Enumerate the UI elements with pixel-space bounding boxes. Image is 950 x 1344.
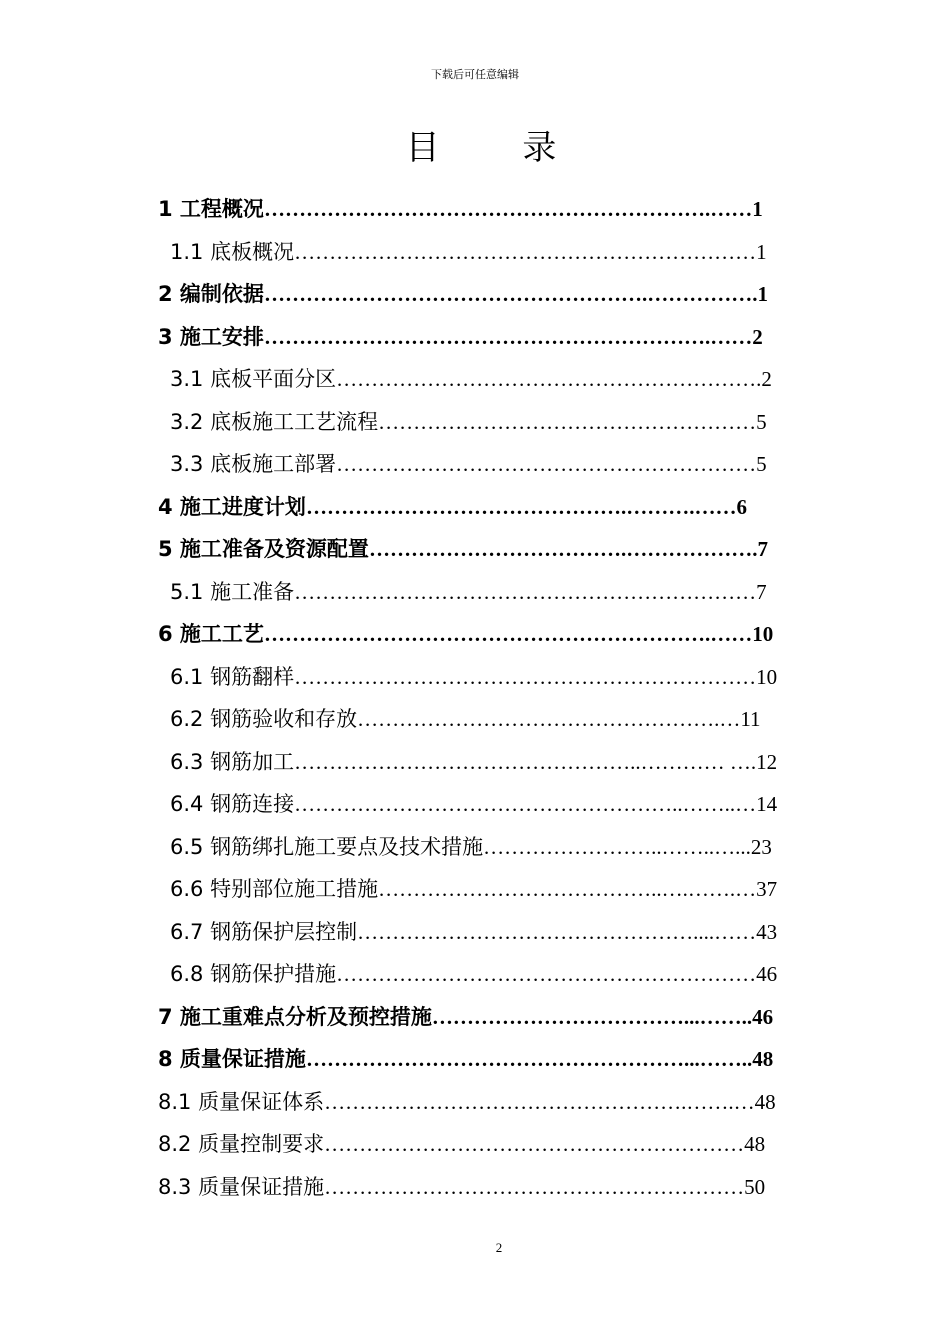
toc-entry-page: 23 xyxy=(750,834,772,859)
toc-entry[interactable] xyxy=(170,232,767,272)
toc-entry-leader: ………………………………………………..……..… xyxy=(294,792,757,816)
toc-entry-page: 46 xyxy=(756,962,778,986)
toc-entry-page: 46 xyxy=(752,1004,774,1029)
toc-entry[interactable] xyxy=(170,572,767,612)
toc-entry-label: 6.2 钢筋验收和存放 xyxy=(170,707,358,731)
toc-entry[interactable] xyxy=(170,912,777,952)
toc-entry[interactable] xyxy=(170,784,777,824)
toc-entry-label: 6.6 特别部位施工措施 xyxy=(170,877,379,901)
toc-entry-page: 7 xyxy=(757,537,768,561)
toc-entry-label: 4 施工进度计划 xyxy=(158,494,306,519)
toc-entry-leader: ………………………………………………………… xyxy=(294,239,757,264)
toc-entry[interactable] xyxy=(170,869,777,909)
toc-entry[interactable] xyxy=(158,614,773,654)
toc-entry[interactable] xyxy=(170,359,772,399)
toc-entry[interactable] xyxy=(158,317,763,357)
toc-entry-page: 14 xyxy=(756,792,778,816)
toc-entry-label: 3.3 底板施工部署 xyxy=(170,452,337,476)
toc-entry-leader: ……………………………………………………….…… xyxy=(263,622,753,646)
toc-entry-leader: …………………………………………………… xyxy=(324,1174,745,1199)
toc-entry-label: 7 施工重难点分析及预控措施 xyxy=(158,1004,432,1029)
toc-entry-label: 8.2 质量控制要求 xyxy=(158,1132,325,1156)
toc-entry-label: 1.1 底板概况 xyxy=(170,239,295,264)
toc-entry-leader: …………………………………………………… xyxy=(336,962,757,986)
toc-entry[interactable] xyxy=(158,997,773,1037)
toc-entry-leader: …………………………………………….… xyxy=(357,707,741,731)
toc-entry-leader: ……………………………………………….……………. xyxy=(263,282,758,306)
toc-entry-leader: ……………………………………….……….…… xyxy=(305,494,737,519)
toc-entry-label: 6.7 钢筋保护层控制 xyxy=(170,919,358,944)
toc-entry-page: 7 xyxy=(756,579,767,604)
toc-entry-page: 5 xyxy=(756,452,767,476)
toc-entry-page: 6 xyxy=(736,494,747,519)
toc-entry[interactable] xyxy=(170,742,777,782)
toc-entry-page: 12 xyxy=(756,749,778,774)
toc-entry-leader: …………………………………………………… xyxy=(336,452,757,476)
toc-entry-page: 50 xyxy=(744,1174,766,1199)
toc-entry[interactable] xyxy=(158,274,768,314)
toc-entry[interactable] xyxy=(158,1167,765,1207)
toc-entry[interactable] xyxy=(170,657,777,697)
toc-entry-leader: ………………………………………………...…….. xyxy=(305,1047,753,1071)
toc-entry-page: 10 xyxy=(756,664,778,689)
toc-entry-leader: ……………………..……..…... xyxy=(483,834,751,859)
toc-entry-leader: …………………………………..….…….… xyxy=(378,877,757,901)
toc-entry-leader: …………………………………………....…… xyxy=(357,919,757,944)
toc-entry-page: 1 xyxy=(757,282,768,306)
toc-entry-label: 8.3 质量保证措施 xyxy=(158,1174,325,1199)
toc-entry[interactable] xyxy=(158,487,747,527)
toc-entry-leader: ……………………………………………………….…… xyxy=(263,324,753,349)
page-number: 2 xyxy=(495,1240,503,1255)
toc-entry[interactable] xyxy=(158,1124,765,1164)
toc-entry[interactable] xyxy=(158,189,763,229)
toc-entry-leader: ……………………………………………………….…… xyxy=(263,197,753,221)
toc-entry-label: 6.5 钢筋绑扎施工要点及技术措施 xyxy=(170,834,484,859)
toc-entry-page: 2 xyxy=(752,324,763,349)
toc-entry-label: 2 编制依据 xyxy=(158,282,264,306)
toc-entry[interactable] xyxy=(170,827,772,867)
toc-entry-leader: ………………………………………………………… xyxy=(294,579,757,604)
header-note: 下载后可任意编辑 xyxy=(431,68,519,81)
toc-entry-page: 48 xyxy=(744,1132,766,1156)
toc-entry-page: 1 xyxy=(756,239,767,264)
toc-entry[interactable] xyxy=(170,699,761,739)
toc-entry-label: 5.1 施工准备 xyxy=(170,579,295,604)
toc-entry-label: 1 工程概况 xyxy=(158,197,264,221)
toc-entry-leader: ……………………………….………………. xyxy=(368,537,758,561)
page-title: 目 录 xyxy=(405,128,593,168)
toc-entry-leader: ……………………………………………………. xyxy=(336,367,762,391)
toc-entry-label: 6.1 钢筋翻样 xyxy=(170,664,295,689)
toc-entry-page: 10 xyxy=(752,622,774,646)
toc-entry-label: 5 施工准备及资源配置 xyxy=(158,537,369,561)
toc-entry[interactable] xyxy=(170,444,767,484)
toc-entry-page: 48 xyxy=(752,1047,774,1071)
toc-entry-page: 1 xyxy=(752,197,763,221)
toc-entry-label: 3.1 底板平面分区 xyxy=(170,367,337,391)
toc-entry[interactable] xyxy=(170,954,777,994)
toc-entry-leader: ……………………………………………… xyxy=(378,409,757,434)
toc-entry-page: 2 xyxy=(761,367,772,391)
toc-entry-label: 6.3 钢筋加工 xyxy=(170,749,295,774)
toc-entry-page: 11 xyxy=(740,707,761,731)
toc-entry-label: 6.8 钢筋保护措施 xyxy=(170,962,337,986)
toc-entry-page: 37 xyxy=(756,877,778,901)
toc-entry[interactable] xyxy=(170,402,767,442)
toc-entry-page: 48 xyxy=(754,1089,776,1114)
toc-entry-label: 6 施工工艺 xyxy=(158,622,264,646)
toc-entry-leader: ………………………………...…….. xyxy=(431,1004,753,1029)
toc-entry[interactable] xyxy=(158,529,768,569)
toc-entry-leader: …………………………………………….…….… xyxy=(324,1089,755,1114)
toc-entry-leader: …………………………………………..………… …. xyxy=(294,749,757,774)
toc-entry-page: 5 xyxy=(756,409,767,434)
toc-entry[interactable] xyxy=(158,1039,773,1079)
toc-entry-label: 8.1 质量保证体系 xyxy=(158,1089,325,1114)
toc-entry-page: 43 xyxy=(756,919,778,944)
toc-entry-label: 3.2 底板施工工艺流程 xyxy=(170,409,379,434)
toc-entry-label: 6.4 钢筋连接 xyxy=(170,792,295,816)
toc-entry-leader: ………………………………………………………… xyxy=(294,664,757,689)
toc-entry-label: 8 质量保证措施 xyxy=(158,1047,306,1071)
toc-entry[interactable] xyxy=(158,1082,776,1122)
toc-entry-label: 3 施工安排 xyxy=(158,324,264,349)
toc-entry-leader: …………………………………………………… xyxy=(324,1132,745,1156)
